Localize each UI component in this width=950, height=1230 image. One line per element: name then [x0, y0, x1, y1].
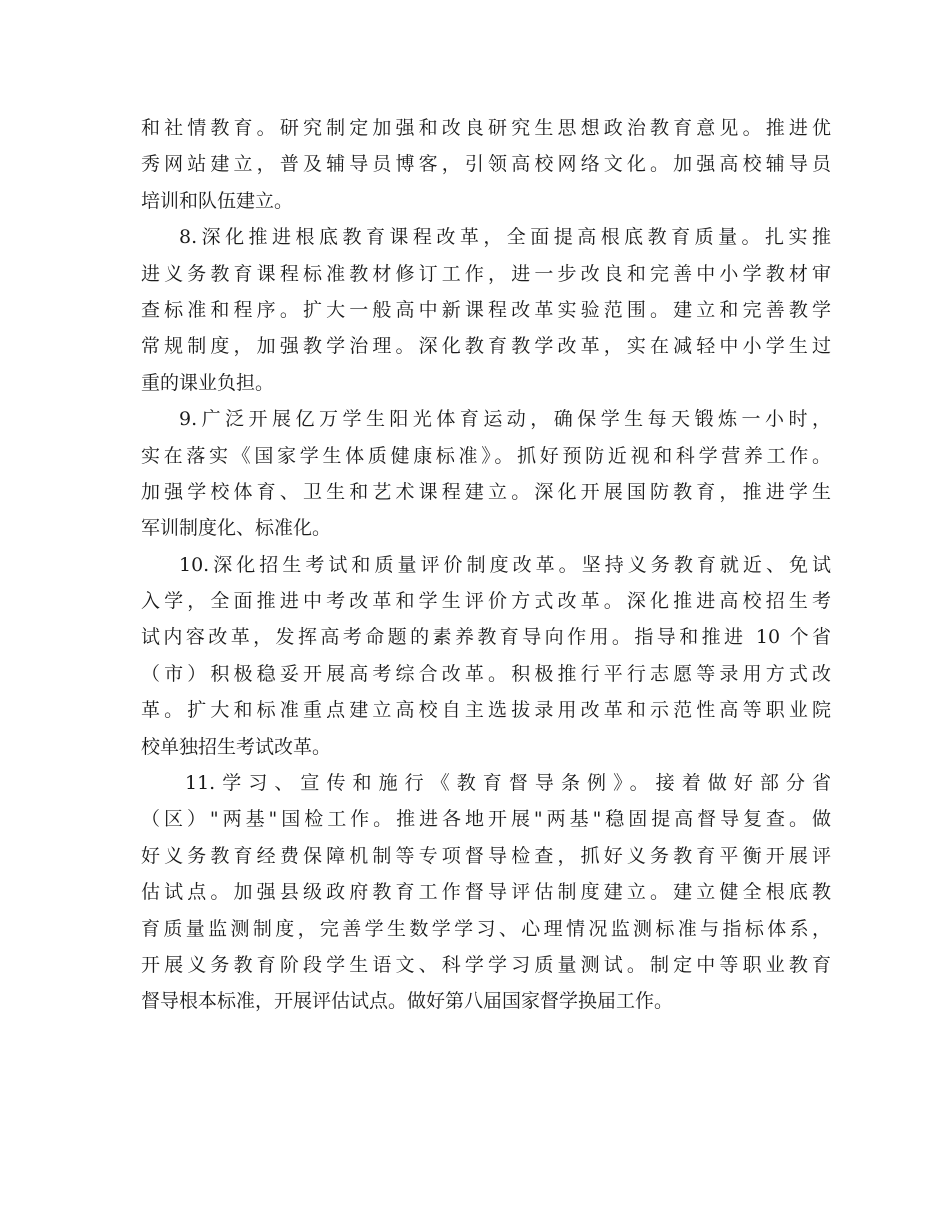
text-line: 育质量监测制度，完善学生数学学习、心理情况监测标准与指标体系， — [141, 917, 831, 940]
text-line: 进义务教育课程标准教材修订工作，进一步改良和完善中小学教材审 — [141, 262, 831, 285]
text-line: 校单独招生考试改革。 — [141, 735, 332, 758]
paragraph-9-start: 9.广泛开展亿万学生阳光体育运动，确保学生每天锻炼一小时， — [179, 408, 831, 431]
text-line: 好义务教育经费保障机制等专项督导检查，抓好义务教育平衡开展评 — [141, 844, 831, 867]
text-line: 秀网站建立，普及辅导员博客，引领高校网络文化。加强高校辅导员 — [141, 153, 831, 176]
text-line: 重的课业负担。 — [141, 371, 275, 394]
paragraph-11-start: 11.学习、宣传和施行《教育督导条例》。接着做好部分省 — [185, 772, 831, 795]
text-line: 试内容改革，发挥高考命题的素养教育导向作用。指导和推进 10 个省 — [141, 626, 831, 649]
text-line: 督导根本标准，开展评估试点。做好第八届国家督学换届工作。 — [141, 990, 674, 1013]
text-line: 开展义务教育阶段学生语文、科学学习质量测试。制定中等职业教育 — [141, 953, 831, 976]
text-line: 培训和队伍建立。 — [141, 189, 294, 212]
text-line: 实在落实《国家学生体质健康标准》。抓好预防近视和科学营养工作。 — [141, 444, 831, 467]
text-line: 常规制度，加强教学治理。深化教育教学改革，实在减轻中小学生过 — [141, 335, 831, 358]
text-line: 革。扩大和标准重点建立高校自主选拔录用改革和示范性高等职业院 — [141, 699, 831, 722]
text-line: 加强学校体育、卫生和艺术课程建立。深化开展国防教育，推进学生 — [141, 480, 831, 503]
text-line: （区）"两基"国检工作。推进各地开展"两基"稳固提高督导复查。做 — [141, 808, 831, 831]
text-line: 和社情教育。研究制定加强和改良研究生思想政治教育意见。推进优 — [141, 117, 831, 139]
paragraph-8-start: 8.深化推进根底教育课程改革，全面提高根底教育质量。扎实推 — [179, 226, 831, 249]
text-line: 军训制度化、标准化。 — [141, 517, 332, 540]
text-line: 估试点。加强县级政府教育工作督导评估制度建立。建立健全根底教 — [141, 881, 831, 904]
document-body — [141, 110, 831, 1020]
text-line: （市）积极稳妥开展高考综合改革。积极推行平行志愿等录用方式改 — [141, 662, 831, 685]
text-line: 入学，全面推进中考改革和学生评价方式改革。深化推进高校招生考 — [141, 590, 831, 613]
paragraph-10-start: 10.深化招生考试和质量评价制度改革。坚持义务教育就近、免试 — [179, 553, 831, 576]
text-line: 查标准和程序。扩大一般高中新课程改革实验范围。建立和完善教学 — [141, 298, 831, 321]
